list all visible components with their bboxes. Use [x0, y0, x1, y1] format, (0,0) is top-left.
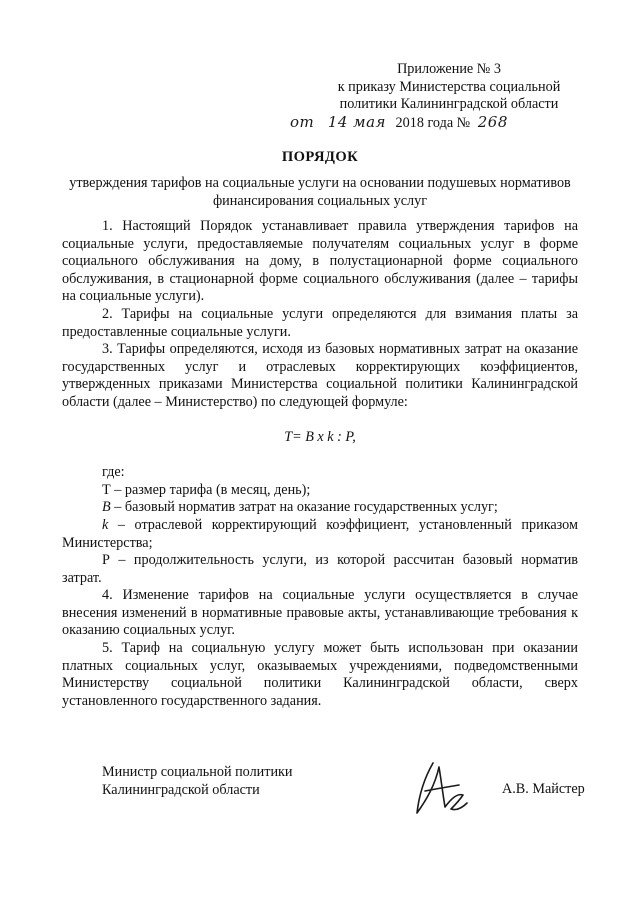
definition-p: Р – продолжительность услуги, из которой рассчитан базовый норматив затрат.	[62, 552, 578, 586]
appendix-ministry: политики Калининградской области	[339, 96, 559, 113]
definition-k-text: – отраслевой корректирующий коэффициент, установленный приказом Министерства;	[62, 516, 578, 551]
signatory-name: А.В. Майстер	[502, 781, 585, 797]
paragraph-2: 2. Тарифы на социальные услуги определяются для взимания платы за предоставленные социальные услуги.	[62, 305, 578, 340]
signatory-role-line-1: Министр социальной политики	[102, 764, 293, 780]
definition-k-variable: k	[102, 516, 109, 533]
order-year: 2018 года №	[395, 115, 471, 131]
document-subtitle	[58, 175, 582, 210]
appendix-number: Приложение № 3	[397, 61, 501, 77]
paragraph-3: 3. Тарифы определяются, исходя из базовых нормативных затрат на оказание государственных услуг и отраслевых корректирующих коэффициентов, утвержденных приказами Министерства социальной политики Калининградской области (далее – Министерство) по следующей формуле:	[62, 341, 578, 410]
signatory-role	[102, 764, 293, 799]
paragraph-4: 4. Изменение тарифов на социальные услуги осуществляется в случае внесения изменений в нормативные правовые акты, устанавливающие требования к оказанию социальных услуг.	[62, 587, 578, 639]
definition-t: Т – размер тарифа (в месяц, день);	[102, 481, 311, 498]
tariff-formula: T= B x k : P,	[284, 428, 356, 445]
order-date-handwritten: 14 мая	[327, 113, 386, 131]
formula-where: где:	[102, 464, 125, 481]
order-prefix-handwritten: от	[290, 113, 315, 131]
paragraph-5: 5. Тариф на социальную услугу может быть использован при оказании платных социальных услуг, оказываемых учреждениями, подведомственными Министерству социальной политики Калининградской области, сверх установленного государственного задания.	[62, 640, 578, 709]
appendix-header	[318, 61, 580, 114]
subtitle-line-1: утверждения тарифов на социальные услуги на основании подушевых нормативов	[69, 175, 571, 191]
handwritten-signature-icon	[405, 755, 475, 825]
order-number-handwritten: 268	[477, 113, 508, 131]
definition-b-text: – базовый норматив затрат на оказание государственных услуг;	[110, 499, 498, 516]
definition-k	[62, 517, 578, 552]
document-body	[62, 218, 578, 710]
subtitle-line-2: финансирования социальных услуг	[212, 192, 428, 209]
paragraph-1: 1. Настоящий Порядок устанавливает правила утверждения тарифов на социальные услуги, предоставляемые получателям социальных услуг в форме социального обслуживания на дому, в полустационарной форме социального обслуживания, в стационарной форме социального обслуживания (далее – тарифы на социальные услуги).	[62, 218, 578, 305]
order-date-line	[290, 114, 508, 133]
signatory-role-line-2: Калининградской области	[102, 781, 260, 798]
appendix-order-ref: к приказу Министерства социальной	[337, 78, 561, 95]
document-title: ПОРЯДОК	[281, 149, 359, 165]
definition-b	[62, 499, 578, 517]
definition-b-variable: B	[102, 499, 111, 516]
